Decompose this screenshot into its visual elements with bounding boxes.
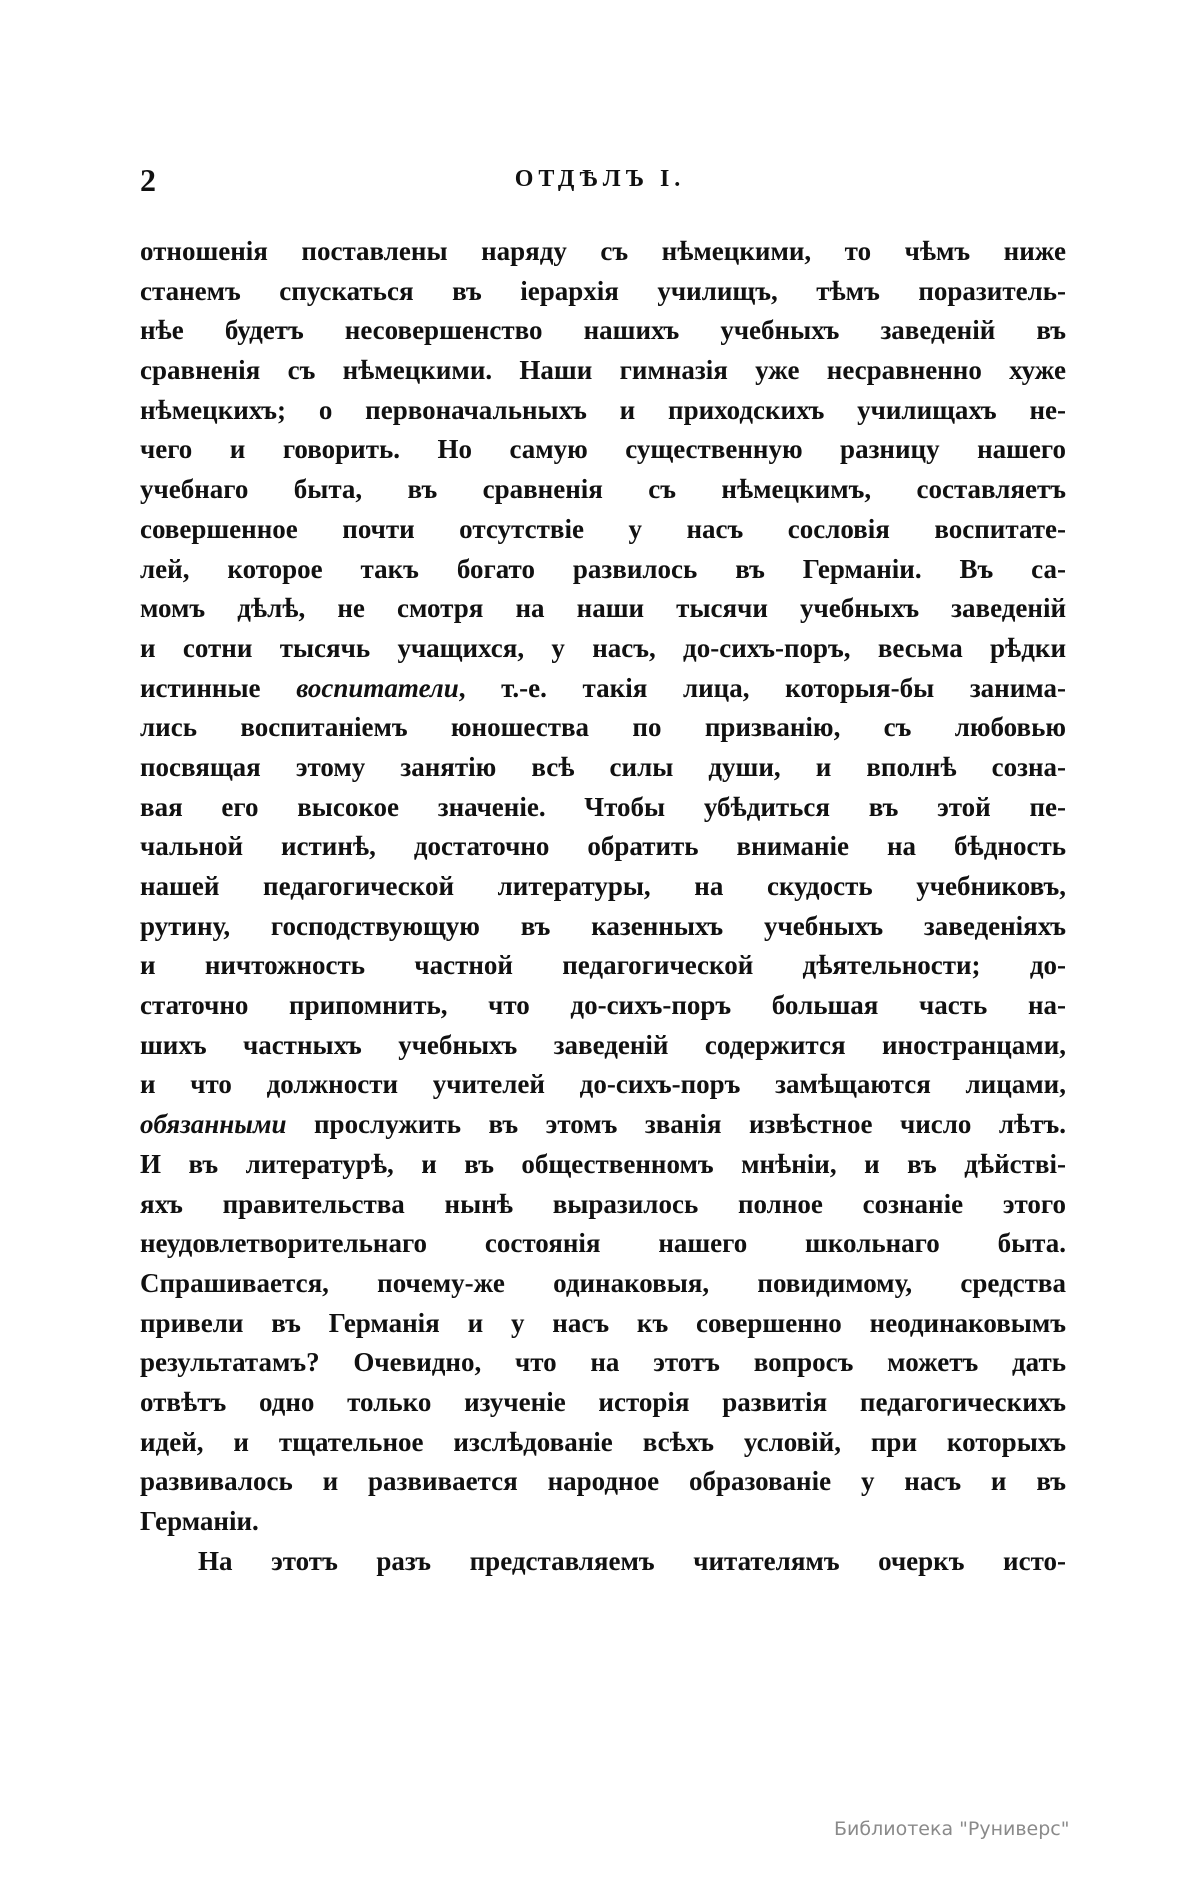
text-line (140, 1264, 1066, 1304)
italic-emphasis: воспитатели (296, 672, 459, 703)
text-run: чего и говорить. Но самую существенную разницу нашего (140, 434, 1066, 465)
text-line (140, 272, 1066, 312)
text-run: Спрашивается, почему-же одинаковыя, повидимому, средства (140, 1267, 1066, 1298)
text-line (140, 470, 1066, 510)
text-line (140, 430, 1066, 470)
body-text (140, 232, 1066, 1581)
text-run: и ничтожность частной педагогической дѣятельности; до- (140, 950, 1066, 981)
text-run: привели въ Германія и у насъ къ совершенно неодинаковымъ (140, 1307, 1066, 1338)
text-run: лись воспитаніемъ юношества по призванію, съ любовью (140, 712, 1066, 743)
text-run: нѣмецкихъ; о первоначальныхъ и приходскихъ училищахъ не- (140, 394, 1066, 425)
text-line (140, 550, 1066, 590)
text-run: неудовлетворительнаго состоянія нашего школьнаго быта. (140, 1228, 1066, 1259)
text-run: и сотни тысячь учащихся, у насъ, до-сихъ-поръ, весьма рѣдки (140, 632, 1066, 663)
text-line (140, 589, 1066, 629)
text-run: прослужить въ этомъ званія извѣстное число лѣтъ. (286, 1109, 1066, 1140)
text-line (140, 510, 1066, 550)
text-line (140, 1383, 1066, 1423)
text-line (140, 1542, 1066, 1582)
text-line (140, 946, 1066, 986)
text-line (140, 867, 1066, 907)
text-line (140, 1105, 1066, 1145)
running-head: ОТДѢЛЪ I. (514, 166, 686, 192)
text-run: отвѣтъ одно только изученіе исторія развитія педагогическихъ (140, 1386, 1066, 1417)
text-run: отношенія поставлены наряду съ нѣмецкими, то чѣмъ ниже (140, 236, 1066, 266)
text-run: развивалось и развивается народное образованіе у насъ и въ (140, 1466, 1066, 1497)
text-run: , т.-е. такія лица, которыя-бы занима- (458, 672, 1066, 703)
text-run: И въ литературѣ, и въ общественномъ мнѣніи, и въ дѣйствi- (140, 1148, 1066, 1179)
text-line (140, 1304, 1066, 1344)
text-line (140, 986, 1066, 1026)
text-line (140, 1145, 1066, 1185)
text-run: яхъ правительства нынѣ выразилось полное сознаніе этого (140, 1188, 1066, 1219)
text-line (140, 1462, 1066, 1502)
text-line (140, 1224, 1066, 1264)
text-line (140, 1423, 1066, 1463)
text-line (140, 1065, 1066, 1105)
text-run: вая его высокое значеніе. Чтобы убѣдиться въ этой пе- (140, 791, 1066, 822)
library-watermark: Библиотека "Руниверс" (834, 1818, 1070, 1840)
text-run: истинные (140, 672, 297, 703)
text-line (140, 907, 1066, 947)
italic-emphasis: обязанными (140, 1109, 287, 1140)
text-line (140, 748, 1066, 788)
page-number: 2 (140, 162, 156, 198)
text-run: идей, и тщательное изслѣдованіе всѣхъ условій, при которыхъ (140, 1426, 1066, 1457)
text-run: нашей педагогической литературы, на скудость учебниковъ, (140, 871, 1066, 901)
text-line (140, 311, 1066, 351)
text-run: Германіи. (140, 1506, 259, 1536)
text-run: и что должности учителей до-сихъ-поръ замѣщаются лицами, (140, 1069, 1066, 1100)
text-line (140, 629, 1066, 669)
text-line (140, 827, 1066, 867)
text-line (140, 351, 1066, 391)
text-run: На этотъ разъ представляемъ читателямъ очеркъ исто- (198, 1545, 1066, 1576)
text-run: лей, которое такъ богато развилось въ Германіи. Въ са- (140, 553, 1066, 584)
text-line (140, 232, 1066, 272)
text-run: учебнаго быта, въ сравненія съ нѣмецкимъ, составляетъ (140, 474, 1066, 505)
text-run: сравненія съ нѣмецкими. Наши гимназія уже несравненно хуже (140, 355, 1066, 386)
text-run: статочно припомнить, что до-сихъ-поръ большая часть на- (140, 990, 1066, 1021)
text-line (140, 1502, 1066, 1542)
text-line (140, 1185, 1066, 1225)
text-run: нѣе будетъ несовершенство нашихъ учебныхъ заведеній въ (140, 315, 1066, 346)
text-run: рутину, господствующую въ казенныхъ учебныхъ заведеніяхъ (140, 910, 1066, 941)
text-run: станемъ спускаться въ іерархія училищъ, тѣмъ поразитель- (140, 275, 1066, 306)
text-run: посвящая этому занятію всѣ силы души, и вполнѣ созна- (140, 751, 1066, 782)
text-line (140, 1343, 1066, 1383)
text-line (140, 669, 1066, 709)
text-run: чальной истинѣ, достаточно обратить вниманіе на бѣдность (140, 831, 1066, 862)
text-line (140, 391, 1066, 431)
text-line (140, 708, 1066, 748)
text-run: совершенное почти отсутствіе у насъ сословія воспитате- (140, 513, 1066, 544)
text-run: момъ дѣлѣ, не смотря на наши тысячи учебныхъ заведеній (140, 593, 1066, 624)
text-line (140, 788, 1066, 828)
text-run: шихъ частныхъ учебныхъ заведеній содержится иностранцами, (140, 1029, 1066, 1060)
text-run: результатамъ? Очевидно, что на этотъ вопросъ можетъ дать (140, 1347, 1066, 1378)
text-line (140, 1026, 1066, 1066)
